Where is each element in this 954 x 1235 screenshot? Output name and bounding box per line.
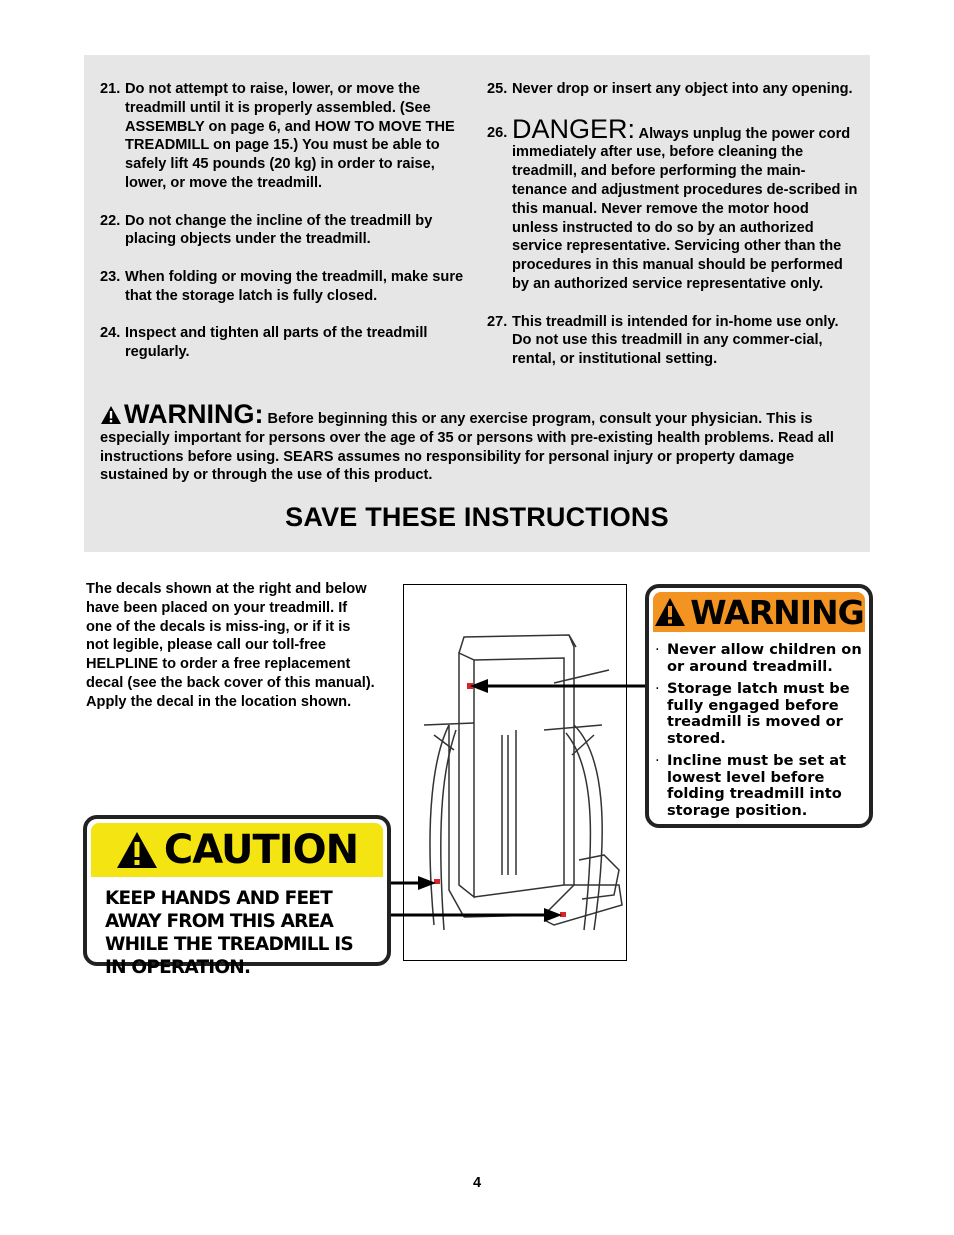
warning-decal-header <box>653 592 865 632</box>
warning-decal-triangle-icon <box>654 597 686 627</box>
warning-label: WARNING: <box>124 399 264 429</box>
warning-decal-title: WARNING <box>690 592 864 632</box>
caution-decal-title: CAUTION <box>163 827 359 873</box>
caution-decal-header <box>91 823 383 877</box>
caution-decal <box>83 815 391 978</box>
instruction-item-27: 27. This treadmill is intended for in-home use only. Do not use this treadmill in any commer-cial, rental, or institutional setting. <box>487 313 839 368</box>
instruction-item-21: 21. Do not attempt to raise, lower, or move the treadmill until it is properly assembled. (See ASSEMBLY on page 6, and HOW TO MOVE THE TREADMILL on page 15.) You must be able to safely lift 45 pounds (20 kg) in order to raise, lower, or move the treadmill. <box>100 81 455 191</box>
danger-label: DANGER: <box>512 113 636 144</box>
decals-description: The decals shown at the right and below have been placed on your treadmill. If one of the decals is miss-ing, or if it is not legible, please call our toll-free HELPLINE to order a free replacement decal (see the back cover of this manual). Apply the decal in the location shown. <box>86 581 375 710</box>
warning-decal-list <box>649 636 869 819</box>
warning-decal-item: · Never allow children on or around treadmill. <box>655 641 862 675</box>
instruction-item-22: 22. Do not change the incline of the treadmill by placing objects under the treadmill. <box>100 212 433 248</box>
caution-triangle-icon <box>116 831 158 869</box>
instruction-item-24: 24. Inspect and tighten all parts of the treadmill regularly. <box>100 325 428 361</box>
instruction-item-25: 25. Never drop or insert any object into any opening. <box>487 81 853 97</box>
instruction-item-26: 26. DANGER: Always unplug the power cord immediately after use, before cleaning the treadmill, and before performing the main-tenance and adjustment procedures de-scribed in this manual. Never remove the motor hood unless instructed to do so by an authorized service representative. Servicing other than the procedures in this manual should be performed by an authorized service representative only. <box>487 113 858 292</box>
warning-decal <box>645 584 873 828</box>
page-number: 4 <box>472 1175 482 1191</box>
warning-notice: WARNING: Before beginning this or any exercise program, consult your physician. This is especially important for persons over the age of 35 or persons with pre-existing health problems. Read all instructions before using. SEARS assumes no responsibility for personal injury or property damage sustained by or through the use of this product. <box>100 399 834 484</box>
instruction-item-23: 23. When folding or moving the treadmill, make sure that the storage latch is fully closed. <box>100 268 464 304</box>
warning-decal-item: · Incline must be set at lowest level before folding treadmill into storage position. <box>655 752 847 819</box>
caution-decal-text: KEEP HANDS AND FEET AWAY FROM THIS AREA WHILE THE TREADMILL IS IN OPERATION. <box>105 888 353 978</box>
warning-decal-item: · Storage latch must be fully engaged before treadmill is moved or stored. <box>655 680 850 747</box>
save-instructions-title: SAVE THESE INSTRUCTIONS <box>285 502 669 532</box>
